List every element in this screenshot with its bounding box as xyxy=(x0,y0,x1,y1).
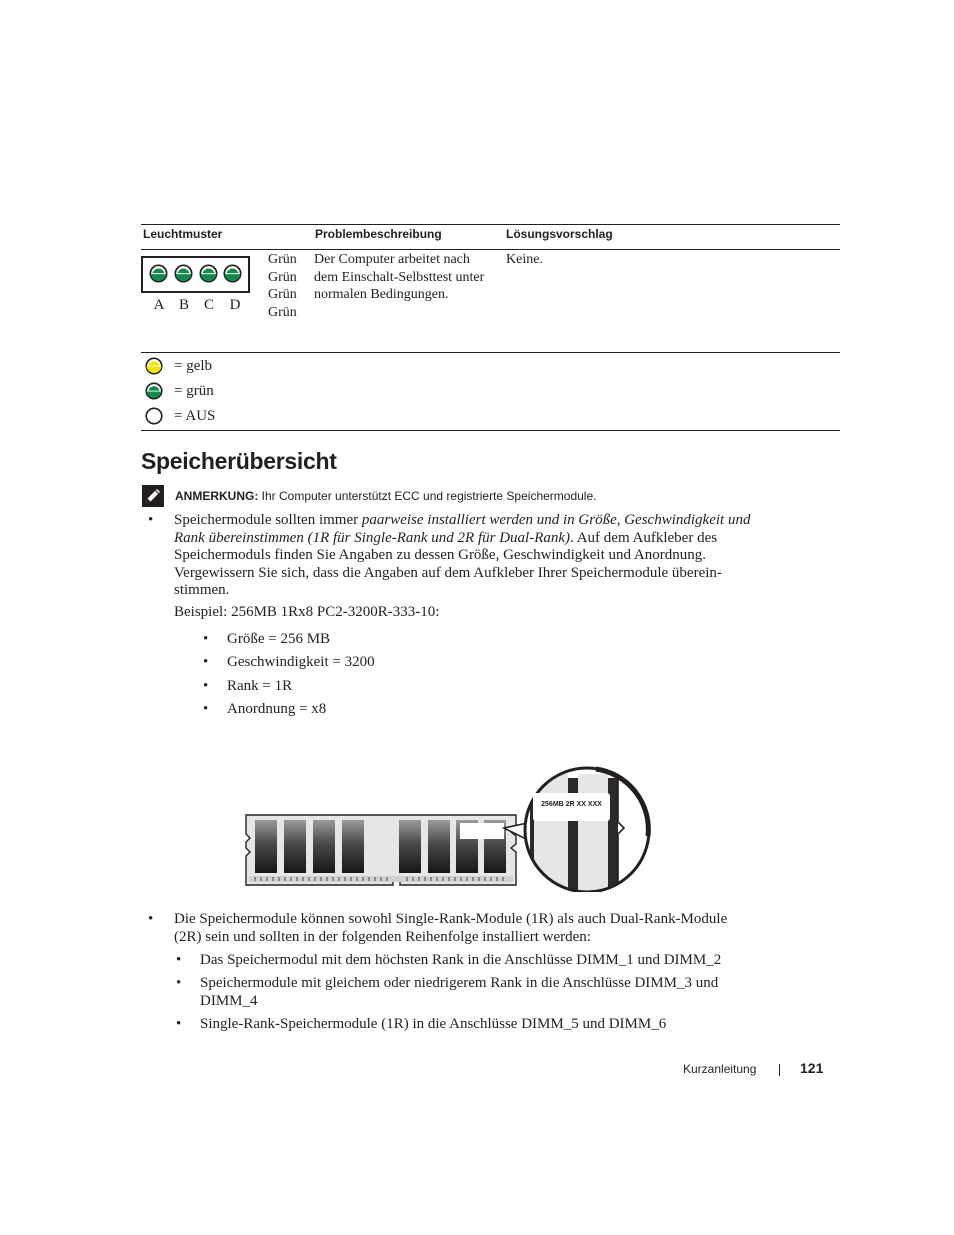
memory-module-illustration xyxy=(240,752,660,892)
header-loesungsvorschlag: Lösungsvorschlag xyxy=(506,227,613,241)
header-problembeschreibung: Problembeschreibung xyxy=(315,227,442,241)
bullet1-line2 xyxy=(174,530,717,548)
led-state-a: Grün xyxy=(268,252,297,267)
yellow-led-icon xyxy=(145,357,163,375)
green-led-icon xyxy=(145,382,163,400)
sub-item-organization: Anordnung = x8 xyxy=(227,701,327,717)
bullet-dot: • xyxy=(176,1016,182,1032)
memory-chip xyxy=(313,820,335,873)
bullet1-line3: Speichermoduls finden Sie Angaben zu dessen Größe, Geschwindigkeit und Anordnung. xyxy=(174,547,706,563)
description-line: Der Computer arbeitet nach xyxy=(314,252,470,267)
note-text xyxy=(175,489,596,503)
bullet-dot: • xyxy=(203,631,209,647)
bullet2-line1: Die Speichermodule können sowohl Single-Rank-Module (1R) als auch Dual-Rank-Module xyxy=(174,911,728,927)
table-bottom-rule xyxy=(141,430,840,431)
module-label-sticker xyxy=(460,823,504,839)
memory-chip xyxy=(284,820,306,873)
footer-section: Kurzanleitung xyxy=(683,1062,757,1076)
bullet1-text: Speichermodule sollten immer xyxy=(174,512,362,528)
bullet1-emphasis: Rank übereinstimmen (1R für Single-Rank und 2R für Dual-Rank) xyxy=(174,529,571,546)
led-b-icon xyxy=(174,264,193,283)
table-top-rule xyxy=(141,224,840,225)
memory-chip xyxy=(255,820,277,873)
note-pencil-icon xyxy=(142,485,164,507)
legend-off-label: = AUS xyxy=(174,408,216,424)
sub-item-speed: Geschwindigkeit = 3200 xyxy=(227,654,375,670)
magnified-callout xyxy=(525,768,649,892)
note-label: ANMERKUNG: xyxy=(175,489,259,503)
callout-label-text: 256MB 2R XX XXX xyxy=(541,801,602,808)
bullet-dot: • xyxy=(203,654,209,670)
install-step-2: Speichermodule mit gleichem oder niedrigerem Rank in die Anschlüsse DIMM_3 und xyxy=(200,975,719,991)
header-leuchtmuster: Leuchtmuster xyxy=(143,227,223,241)
install-step-3: Single-Rank-Speichermodule (1R) in die Anschlüsse DIMM_5 und DIMM_6 xyxy=(200,1016,667,1032)
bullet-dot: • xyxy=(176,952,182,968)
bullet1-text: . Auf dem Aufkleber des xyxy=(570,529,718,546)
bullet-dot: • xyxy=(148,512,154,528)
legend-yellow-label: = gelb xyxy=(174,358,213,374)
bullet1-emphasis: paarweise installiert werden und in Größe, Geschwindigkeit und xyxy=(361,512,751,528)
led-state-d: Grün xyxy=(268,304,297,320)
bullet-dot: • xyxy=(203,701,209,717)
page-number: 121 xyxy=(800,1060,824,1076)
led-c-icon xyxy=(199,264,218,283)
footer-separator xyxy=(779,1064,780,1076)
off-led-icon xyxy=(145,407,163,425)
bullet-dot: • xyxy=(148,911,154,927)
sub-item-rank: Rank = 1R xyxy=(227,678,293,694)
example-text: Beispiel: 256MB 1Rx8 PC2-3200R-333-10: xyxy=(174,604,440,620)
memory-chip xyxy=(428,820,450,873)
table-header-rule xyxy=(141,249,840,250)
led-state-b: Grün xyxy=(268,269,297,285)
led-a-icon xyxy=(149,264,168,283)
led-d-icon xyxy=(223,264,242,283)
install-step-1: Das Speichermodul mit dem höchsten Rank in die Anschlüsse DIMM_1 und DIMM_2 xyxy=(200,952,722,968)
memory-chip xyxy=(399,820,421,873)
bullet2-line2: (2R) sein und sollten in der folgenden Reihenfolge installiert werden: xyxy=(174,928,591,945)
note-body: Ihr Computer unterstützt ECC und registrierte Speichermodule. xyxy=(258,489,597,503)
legend-green-label: = grün xyxy=(174,383,214,399)
bullet1-line5: stimmen. xyxy=(174,582,230,598)
install-step-2-cont: DIMM_4 xyxy=(200,992,258,1009)
led-label-b: B xyxy=(178,297,189,313)
bullet1-line4: Vergewissern Sie sich, dass die Angaben auf dem Aufkleber Ihrer Speichermodule überein- xyxy=(174,564,722,581)
led-label-c: C xyxy=(203,297,214,313)
led-label-d: D xyxy=(229,297,241,313)
section-title: Speicherübersicht xyxy=(141,448,337,474)
description-line: dem Einschalt-Selbsttest unter xyxy=(314,269,485,285)
bullet1-line1 xyxy=(174,512,750,530)
led-label-a: A xyxy=(153,297,165,313)
bullet-dot: • xyxy=(203,678,209,694)
memory-module xyxy=(246,815,516,885)
memory-chip xyxy=(342,820,364,873)
table-row-rule xyxy=(141,352,840,353)
led-state-c: Grün xyxy=(268,287,297,302)
sub-item-size: Größe = 256 MB xyxy=(227,631,331,647)
description-line: normalen Bedingungen. xyxy=(314,287,449,302)
solution-text: Keine. xyxy=(506,252,543,267)
bullet-dot: • xyxy=(176,975,182,991)
